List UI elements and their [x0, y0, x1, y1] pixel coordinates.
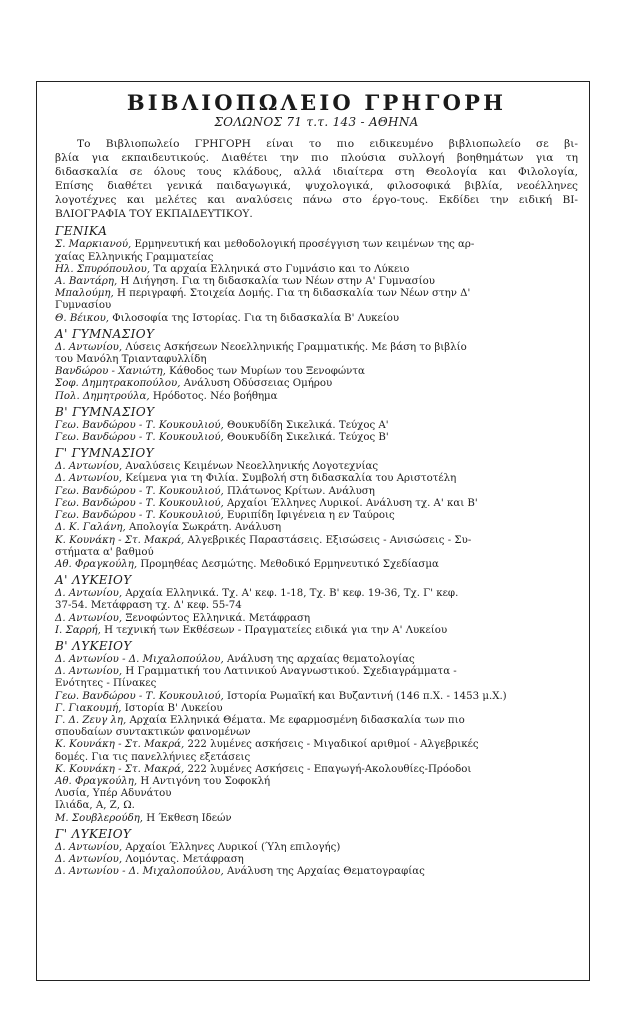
advertisement-box	[36, 81, 590, 981]
book-title-continuation: Ενότητες - Πίνακες	[55, 678, 157, 690]
book-author: Αθ. Φραγκούλη,	[55, 558, 138, 570]
book-title-continuation: του Μανόλη Τριανταφυλλίδη	[55, 354, 207, 366]
book-author: Δ. Αντωνίου,	[55, 588, 123, 600]
book-title: Αρχαία Ελληνικά. Τχ. Α' κεφ. 1-18, Τχ. Β' κεφ. 19-36, Τχ. Γ' κεφ.	[122, 588, 459, 600]
section-title: Β' ΓΥΜΝΑΣΙΟΥ	[55, 404, 155, 419]
book-title-continuation: Γυμνασίου	[55, 300, 112, 312]
book-title: Ιλιάδα, Α, Ζ, Ω.	[55, 800, 135, 812]
book-entry	[55, 498, 578, 510]
book-title: Αναλύσεις Κειμένων Νεοελληνικής Λογοτεχνίας	[122, 461, 379, 473]
book-entry	[55, 366, 578, 378]
book-title: Θουκυδίδη Σικελικά. Τεύχος Α'	[223, 419, 389, 431]
catalogue-section	[55, 405, 578, 444]
book-author: Γ. Δ. Ζευγ λη,	[55, 714, 127, 726]
catalogue-section	[55, 224, 578, 324]
book-entry	[55, 813, 578, 825]
book-entry	[55, 654, 578, 666]
book-entry	[55, 842, 578, 854]
catalogue-section	[55, 639, 578, 825]
book-entry	[55, 342, 578, 366]
book-title: Απολογία Σωκράτη. Ανάλυση	[125, 522, 282, 534]
book-title-continuation: χαίας Ελληνικής Γραμματείας	[55, 251, 214, 263]
bookshop-address: ΣΟΛΩΝΟΣ 71 τ.τ. 143 - ΑΘΗΝΑ	[214, 115, 419, 129]
section-title: Α' ΛΥΚΕΙΟΥ	[55, 573, 132, 588]
book-title: Αρχαίοι Έλληνες Λυρικοί. Ανάλυση τχ. Α' και Β'	[223, 497, 478, 509]
book-entry	[55, 461, 578, 473]
book-title: Η Αντιγόνη του Σοφοκλή	[137, 775, 271, 787]
catalogue-section	[55, 446, 578, 571]
intro-line: διδασκαλία σε όλους τους κλάδους, αλλά ιδιαίτερα στη Θεολογία και Φιλολογία,	[55, 165, 578, 178]
book-author: Δ. Αντωνίου,	[55, 341, 123, 353]
book-author: Κ. Κουνάκη - Στ. Μακρά,	[55, 739, 185, 751]
book-entry	[55, 776, 578, 788]
book-entry	[55, 313, 578, 325]
book-entry	[55, 715, 578, 739]
intro-line: βλία για εκπαιδευτικούς. Διαθέτει την πιο πλούσια συλλογή βοηθημάτων για τη	[55, 151, 578, 164]
book-title: Η Έκθεση Ιδεών	[143, 812, 232, 824]
book-entry	[55, 288, 578, 312]
book-title: Αλγεβρικές Παραστάσεις. Εξισώσεις - Ανισώσεις - Συ-	[184, 534, 472, 546]
book-title: Θουκυδίδη Σικελικά. Τεύχος Β'	[223, 432, 389, 444]
book-title-continuation: σπουδαίων συντακτικών φαινομένων	[55, 727, 251, 739]
book-entry	[55, 691, 578, 703]
book-entry	[55, 264, 578, 276]
book-author: Γεω. Βανδώρου - Τ. Κουκουλιού,	[55, 419, 224, 431]
book-entry	[55, 800, 578, 812]
bookshop-title: ΒΙΒΛΙΟΠΩΛΕΙΟ ΓΡΗΓΟΡΗ	[126, 90, 507, 115]
book-entry	[55, 854, 578, 866]
book-title: Λυσία, Υπέρ Αδυνάτου	[55, 788, 172, 800]
book-title: Ανάλυση της Αρχαίας Θεματογραφίας	[223, 866, 425, 878]
catalogue-section	[55, 327, 578, 403]
book-author: Πολ. Δημητρούλα,	[55, 390, 150, 402]
intro-paragraph	[55, 138, 578, 221]
book-author: Κ. Κουνάκη - Στ. Μακρά,	[55, 763, 185, 775]
book-author: Α. Βαντάρη,	[55, 276, 118, 288]
book-author: Ηλ. Σπυρόπουλου,	[55, 263, 151, 275]
book-title: Προμηθέας Δεσμώτης. Μεθοδικό Ερμηνευτικό Σχεδίασμα	[137, 558, 439, 570]
intro-line: Το Βιβλιοπωλείο ΓΡΗΓΟΡΗ είναι το πιο ειδικευμένο βιβλιοπωλείο σε βι-	[77, 138, 578, 150]
book-author: Βανδώρου - Χανιώτη,	[55, 366, 166, 378]
book-title: Ιστορία Ρωμαϊκή και Βυζαντινή (146 π.Χ. - 1453 μ.Χ.)	[223, 690, 507, 702]
book-author: Κ. Κουνάκη - Στ. Μακρά,	[55, 534, 185, 546]
book-author: Ι. Σαρρή,	[55, 624, 101, 636]
book-title: Ξενοφώντος Ελληνικά. Μετάφραση	[122, 612, 311, 624]
book-title: Φιλοσοφία της Ιστορίας. Για τη διδασκαλία Β' Λυκείου	[109, 312, 400, 324]
book-entry	[55, 535, 578, 559]
book-entry	[55, 788, 578, 800]
section-title: Β' ΛΥΚΕΙΟΥ	[55, 638, 132, 653]
book-title: Η τεχνική των Εκθέσεων - Πραγματείες ειδικά για την Α' Λυκείου	[100, 624, 448, 636]
book-title: Η Διήγηση. Για τη διδασκαλία των Νέων στην Α' Γυμνασίου	[117, 276, 435, 288]
book-author: Σ. Μαρκιανού,	[55, 239, 132, 251]
book-title: Ανάλυση της αρχαίας θεματολογίας	[223, 653, 415, 665]
book-entry	[55, 378, 578, 390]
book-title-continuation: 37-54. Μετάφραση τχ. Δ' κεφ. 55-74	[55, 600, 242, 612]
book-entry	[55, 239, 578, 263]
book-title: Κείμενα για τη Φιλία. Συμβολή στη διδασκαλία του Αριστοτέλη	[122, 473, 457, 485]
book-entry	[55, 739, 578, 763]
catalogue	[55, 224, 578, 878]
book-author: Δ. Αντωνίου,	[55, 612, 123, 624]
section-title: Γ' ΛΥΚΕΙΟΥ	[55, 826, 132, 841]
book-title: Η Γραμματική του Λατινικού Αναγνωστικού. Σχεδιαγράμματα -	[122, 666, 457, 678]
book-title: Η περιγραφή. Στοιχεία Δομής. Για τη διδασκαλία των Νέων στην Δ'	[113, 288, 471, 300]
book-author: Γεω. Βανδώρου - Τ. Κουκουλιού,	[55, 510, 224, 522]
book-author: Δ. Αντωνίου,	[55, 853, 123, 865]
book-author: Μπαλούμη,	[55, 288, 114, 300]
book-entry	[55, 473, 578, 485]
book-author: Δ. Αντωνίου,	[55, 841, 123, 853]
book-author: Γεω. Βανδώρου - Τ. Κουκουλιού,	[55, 432, 224, 444]
book-entry	[55, 391, 578, 403]
book-title-continuation: δομές. Για τις πανελλήνιες εξετάσεις	[55, 751, 251, 763]
book-title: Τα αρχαία Ελληνικά στο Γυμνάσιο και το Λύκειο	[150, 263, 410, 275]
book-title: Αρχαίοι Έλληνες Λυρικοί (Ύλη επιλογής)	[122, 841, 341, 853]
book-title: Λομόντας. Μετάφραση	[122, 853, 244, 865]
book-author: Δ. Αντωνίου - Δ. Μιχαλοπούλου,	[55, 653, 224, 665]
book-title: Ιστορία Β' Λυκείου	[121, 702, 223, 714]
catalogue-section	[55, 573, 578, 637]
book-title: 222 λυμένες Ασκήσεις - Επαγωγή-Ακολουθίες-Πρόοδοι	[184, 763, 472, 775]
book-author: Σοφ. Δημητρακοπούλου,	[55, 378, 181, 390]
book-entry	[55, 764, 578, 776]
book-author: Δ. Αντωνίου,	[55, 666, 123, 678]
book-title-continuation: στήματα α' βαθμού	[55, 546, 154, 558]
book-entry	[55, 613, 578, 625]
book-entry	[55, 625, 578, 637]
book-title: Ανάλυση Οδύσσειας Ομήρου	[180, 378, 333, 390]
book-entry	[55, 703, 578, 715]
intro-line: ΒΛΙΟΓΡΑΦΙΑ ΤΟΥ ΕΚΠΑΙΔΕΥΤΙΚΟΥ.	[55, 207, 253, 220]
book-entry	[55, 866, 578, 878]
book-author: Γεω. Βανδώρου - Τ. Κουκουλιού,	[55, 497, 224, 509]
book-author: Αθ. Φραγκούλη,	[55, 775, 138, 787]
book-author: Γεω. Βανδώρου - Τ. Κουκουλιού,	[55, 690, 224, 702]
book-entry	[55, 510, 578, 522]
catalogue-section	[55, 827, 578, 879]
section-title: Γ' ΓΥΜΝΑΣΙΟΥ	[55, 446, 154, 461]
book-entry	[55, 420, 578, 432]
book-title: Λύσεις Ασκήσεων Νεοελληνικής Γραμματικής. Με βάση το βιβλίο	[122, 341, 467, 353]
book-title: 222 λυμένες ασκήσεις - Μιγαδικοί αριθμοί - Αλγεβρικές	[184, 739, 479, 751]
book-entry	[55, 432, 578, 444]
section-title: Α' ΓΥΜΝΑΣΙΟΥ	[55, 326, 155, 341]
intro-line: λογοτέχνες και μελέτες και αναλύσεις πάνω στο έργο-τους. Εκδίδει την ειδική ΒΙ-	[55, 193, 578, 206]
book-title: Ευριπίδη Ιφιγένεια η εν Ταύροις	[223, 510, 395, 522]
book-author: Μ. Σουβλερούδη,	[55, 812, 144, 824]
book-entry	[55, 559, 578, 571]
book-author: Γ. Γιακουμή,	[55, 702, 122, 714]
book-title: Ηρόδοτος. Νέο βοήθημα	[149, 390, 278, 402]
book-title: Πλάτωνος Κρίτων. Ανάλυση	[223, 485, 375, 497]
intro-line: Επίσης διαθέτει γενικά παιδαγωγικά, ψυχολογικά, φιλοσοφικά βιβλία, νεοέλληνες	[55, 179, 578, 192]
book-author: Γεω. Βανδώρου - Τ. Κουκουλιού,	[55, 485, 224, 497]
book-author: Δ. Αντωνίου,	[55, 461, 123, 473]
book-entry	[55, 666, 578, 690]
book-author: Δ. Αντωνίου,	[55, 473, 123, 485]
book-entry	[55, 276, 578, 288]
book-author: Δ. Αντωνίου - Δ. Μιχαλοπούλου,	[55, 866, 224, 878]
book-author: Δ. Κ. Γαλάνη,	[55, 522, 126, 534]
book-title: Αρχαία Ελληνικά Θέματα. Με εφαρμοσμένη διδασκαλία των πιο	[126, 714, 465, 726]
book-title: Ερμηνευτική και μεθοδολογική προσέγγιση των κειμένων της αρ-	[131, 239, 475, 251]
book-author: Θ. Βέικου,	[55, 312, 110, 324]
book-title: Κάθοδος των Μυρίων του Ξενοφώντα	[165, 366, 365, 378]
book-entry	[55, 522, 578, 534]
section-title: ΓΕΝΙΚΑ	[55, 224, 108, 239]
book-entry	[55, 588, 578, 612]
book-entry	[55, 486, 578, 498]
